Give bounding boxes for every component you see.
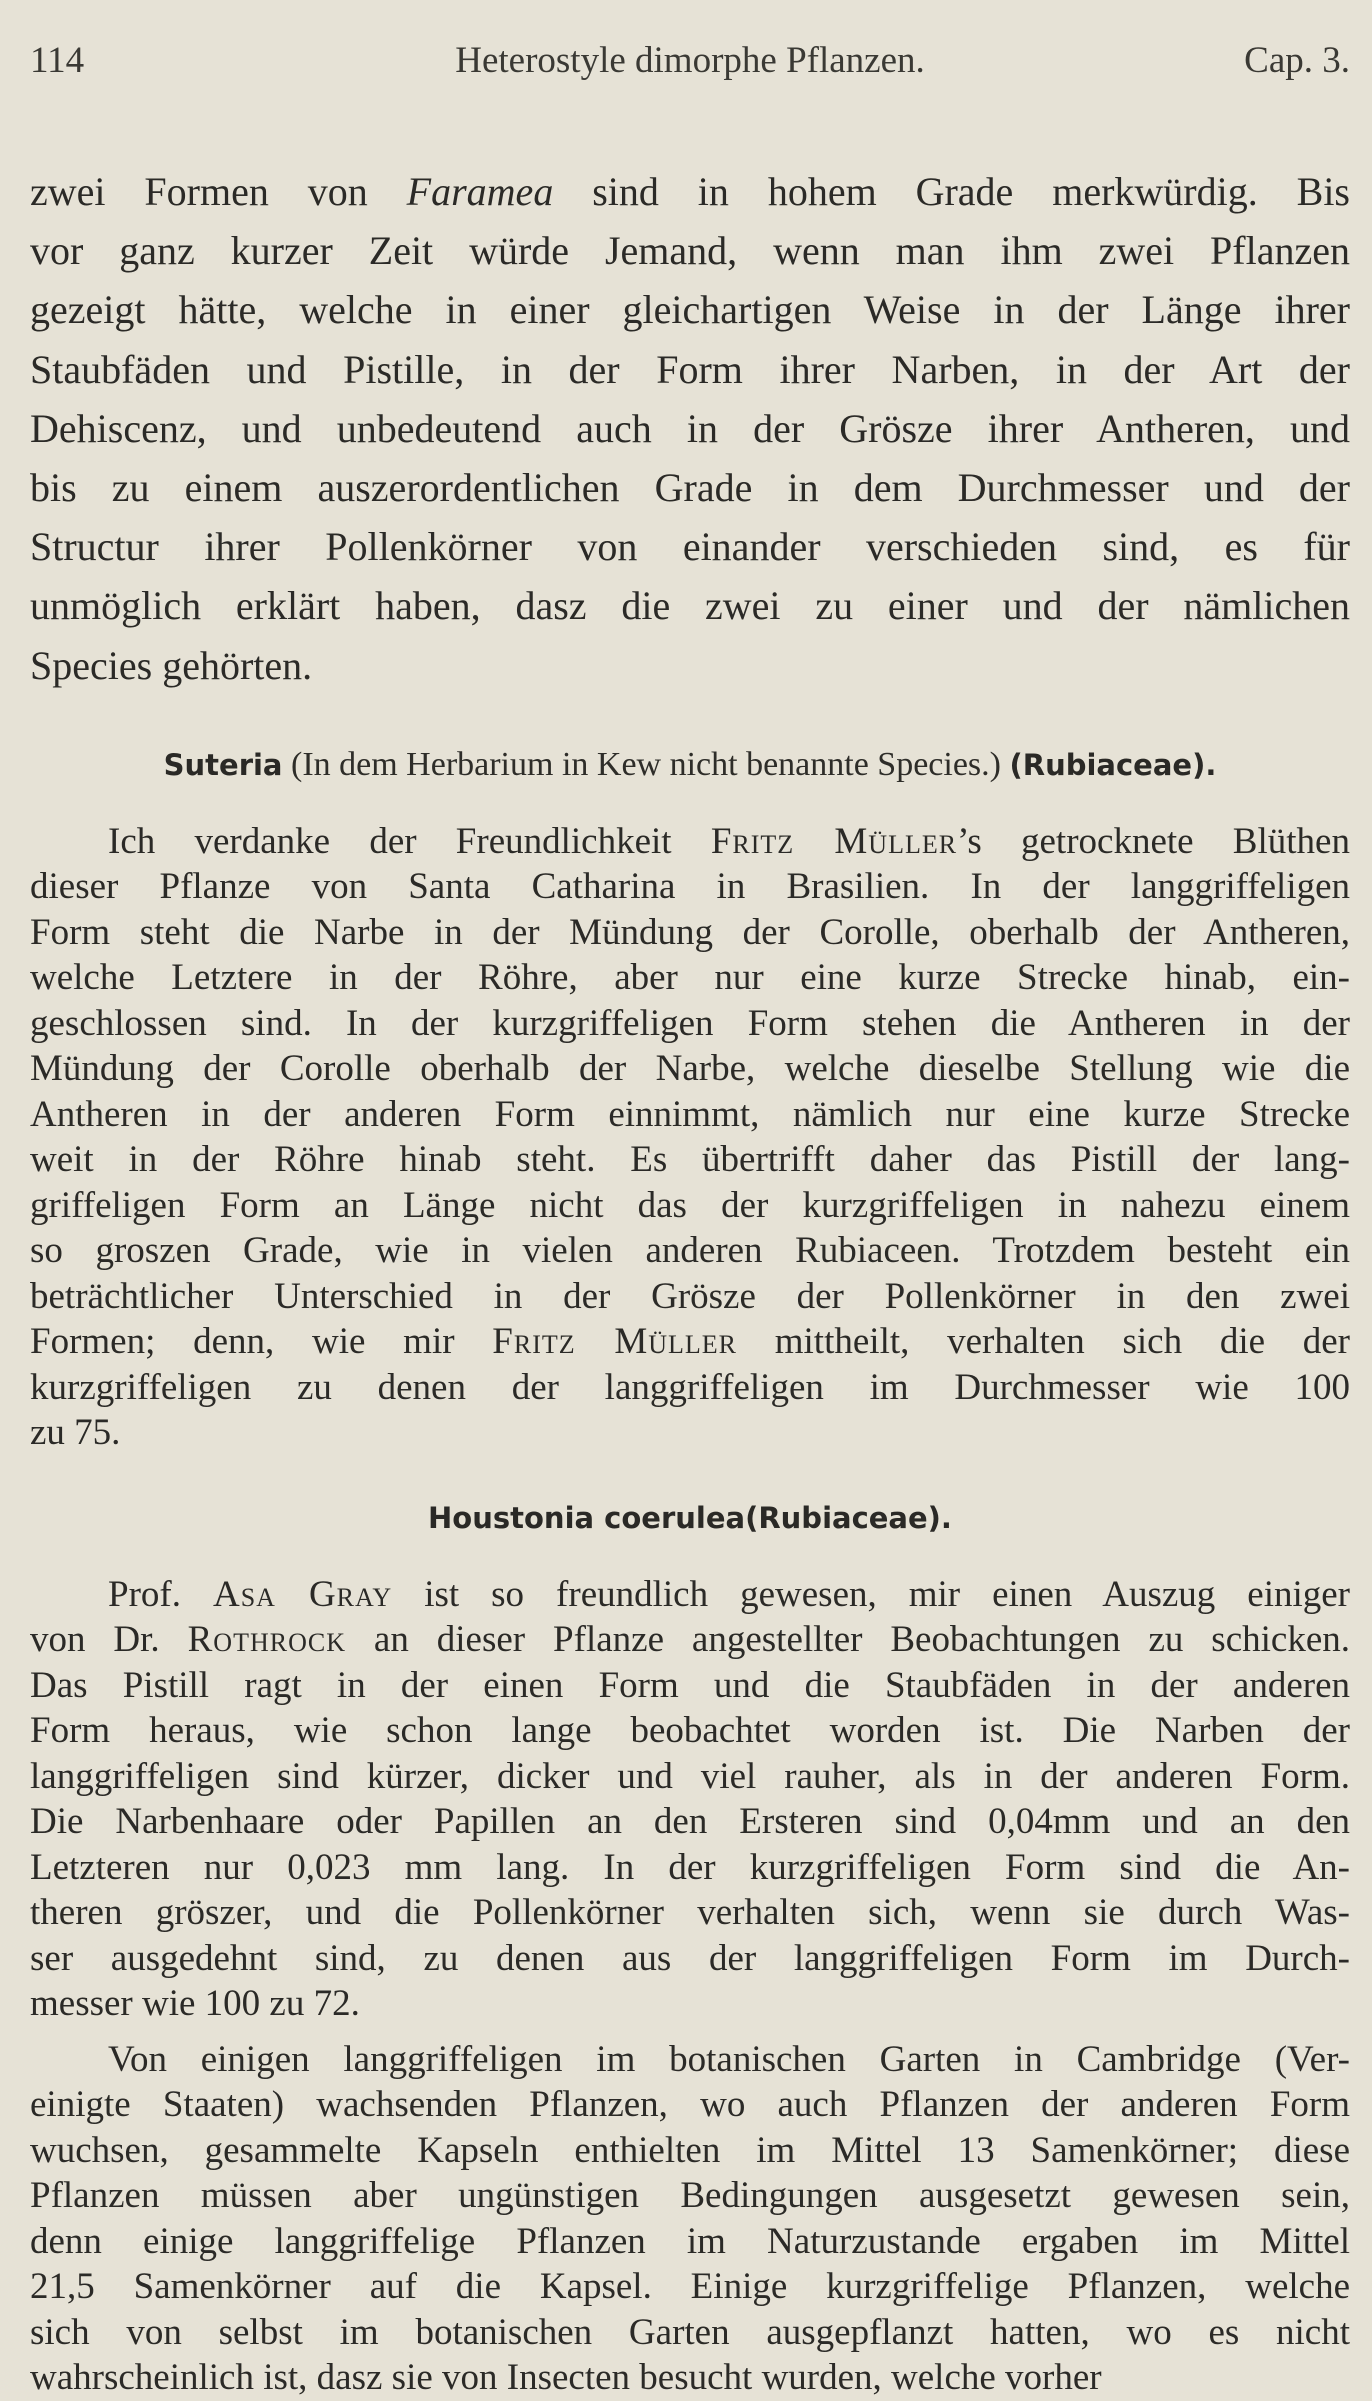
text-line (30, 1228, 1350, 1274)
text-run: weit in der Röhre hinab steht. Es übertrifft daher das Pistill der lang- (30, 1139, 1350, 1181)
text-run: an dieser Pflanze angestellter Beobachtungen zu schicken. (345, 1619, 1351, 1661)
text-run: 21,5 Samenkörner auf die Kapsel. Einige kurzgriffelige Pflanzen, welche (30, 2266, 1350, 2308)
text-run: Dehiscenz, und unbedeutend auch in der Grösze ihrer Antheren, und (30, 405, 1350, 451)
text-line (30, 2128, 1350, 2174)
text-line (30, 576, 1350, 635)
text-line (30, 1410, 1350, 1456)
text-line (30, 221, 1350, 280)
text-run: Pflanzen müssen aber ungünstigen Bedingungen ausgesetzt gewesen sein, (30, 2175, 1350, 2217)
text-run: Structur ihrer Pollenkörner von einander verschieden sind, es für (30, 524, 1350, 570)
text-line (30, 2310, 1350, 2356)
text-line (30, 340, 1350, 399)
text-run: Form heraus, wie schon lange beobachtet worden ist. Die Narben der (30, 1710, 1350, 1752)
text-run: gezeigt hätte, welche in einer gleichartigen Weise in der Länge ihrer (30, 287, 1350, 333)
text-run: Ich verdanke der Freundlichkeit (108, 820, 711, 862)
text-run: wahrscheinlich ist, dasz sie von Insecten besucht wurden, welche vorher (30, 2357, 1102, 2399)
text-run: Prof. (108, 1573, 213, 1615)
text-run: zwei Formen von (30, 169, 407, 214)
text-line (30, 636, 1350, 695)
text-line (30, 2082, 1350, 2128)
text-run: sind in hohem Grade merkwürdig. Bis (553, 169, 1350, 214)
running-title: Heterostyle dimorphe Pflanzen. (455, 40, 925, 81)
text-line (30, 1890, 1350, 1936)
text-run: Form steht die Narbe in der Mündung der Corolle, oberhalb der Antheren, (30, 911, 1350, 953)
heading-genus: Suteria (163, 747, 283, 782)
section-heading-houstonia (30, 1496, 1350, 1540)
text-line (30, 1799, 1350, 1845)
text-run: beträchtlicher Unterschied in der Grösze der Pollenkörner in den zwei (30, 1275, 1350, 1317)
text-line (30, 1981, 1350, 2027)
text-run: langgriffeligen sind kürzer, dicker und viel rauher, als in der anderen Form. (30, 1755, 1350, 1797)
text-run: ’s getrocknete Blüthen (957, 820, 1350, 862)
text-line (30, 2037, 1350, 2083)
text-line (30, 2219, 1350, 2265)
text-line (30, 280, 1350, 339)
text-run: griffeligen Form an Länge nicht das der kurzgriffeligen in nahezu einem (30, 1184, 1350, 1226)
text-line (30, 458, 1350, 517)
text-line (30, 399, 1350, 458)
text-line (30, 1365, 1350, 1411)
text-line (30, 1046, 1350, 1092)
text-line (30, 1708, 1350, 1754)
text-run: mittheilt, verhalten sich die der (737, 1321, 1350, 1363)
text-run: Die Narbenhaare oder Papillen an den Ersteren sind 0,04mm und an den (30, 1801, 1350, 1843)
houstonia-paragraph-2 (30, 2037, 1350, 2401)
text-line (30, 1183, 1350, 1229)
text-line (30, 1001, 1350, 1047)
person-name: Fritz Müller (710, 820, 958, 862)
text-line (30, 1617, 1350, 1663)
person-name: Rothrock (187, 1619, 346, 1661)
text-line (30, 910, 1350, 956)
italic-term: Faramea (406, 169, 554, 214)
text-run: ser ausgedehnt sind, zu denen aus der langgriffeligen Form im Durch- (30, 1937, 1350, 1979)
heading-genus: Houstonia coerulea (428, 1500, 746, 1535)
text-run: einigte Staaten) wachsenden Pflanzen, wo auch Pflanzen der anderen Form (30, 2084, 1350, 2126)
text-line (30, 1754, 1350, 1800)
text-line (30, 517, 1350, 576)
text-run: Formen; denn, wie mir (30, 1321, 493, 1363)
text-run: Antheren in der anderen Form einnimmt, nämlich nur eine kurze Strecke (30, 1093, 1350, 1135)
text-line (30, 2173, 1350, 2219)
text-line (30, 1274, 1350, 1320)
text-line (30, 2355, 1350, 2401)
text-run: Letzteren nur 0,023 mm lang. In der kurzgriffeligen Form sind die An- (30, 1846, 1350, 1888)
text-run: denn einige langgriffelige Pflanzen im Naturzustande ergaben im Mittel (30, 2220, 1350, 2262)
text-run: vor ganz kurzer Zeit würde Jemand, wenn man ihm zwei Pflanzen (30, 228, 1350, 274)
text-run: dieser Pflanze von Santa Catharina in Brasilien. In der langgriffeligen (30, 866, 1350, 908)
text-run: von Dr. (30, 1619, 188, 1661)
houstonia-paragraph-1 (30, 1572, 1350, 2027)
text-line (30, 1319, 1350, 1365)
text-run: so groszen Grade, wie in vielen anderen Rubiaceen. Trotzdem besteht ein (30, 1230, 1350, 1272)
chapter-label: Cap. 3. (1244, 40, 1350, 81)
heading-family: (Rubiaceae). (745, 1500, 952, 1535)
intro-paragraph (30, 162, 1350, 695)
text-run: sich von selbst im botanischen Garten ausgepflanzt hatten, wo es nicht (30, 2311, 1350, 2353)
text-run: wuchsen, gesammelte Kapseln enthielten im Mittel 13 Samenkörner; diese (30, 2129, 1350, 2171)
person-name: Fritz Müller (492, 1321, 738, 1363)
person-name: Asa Gray (212, 1573, 393, 1615)
text-line (30, 955, 1350, 1001)
text-run: Von einigen langgriffeligen im botanischen Garten in Cambridge (Ver- (108, 2038, 1350, 2080)
text-run: geschlossen sind. In der kurzgriffeligen Form stehen die Antheren in der (30, 1002, 1350, 1044)
text-run: kurzgriffeligen zu denen der langgriffeligen im Durchmesser wie 100 (30, 1366, 1350, 1408)
heading-family: (Rubiaceae). (1009, 747, 1217, 782)
text-run: Species gehörten. (30, 642, 313, 688)
text-run: Mündung der Corolle oberhalb der Narbe, welche dieselbe Stellung wie die (30, 1048, 1350, 1090)
text-line (30, 162, 1350, 221)
text-line (30, 1137, 1350, 1183)
text-run: theren gröszer, und die Pollenkörner verhalten sich, wenn sie durch Was- (30, 1892, 1350, 1934)
text-line (30, 1092, 1350, 1138)
suteria-paragraph (30, 819, 1350, 1456)
text-line (30, 1572, 1350, 1618)
text-line (30, 819, 1350, 865)
heading-note: (In dem Herbarium in Kew nicht benannte Species.) (282, 745, 1010, 783)
text-run: welche Letztere in der Röhre, aber nur eine kurze Strecke hinab, ein- (30, 957, 1350, 999)
page-number: 114 (30, 40, 85, 81)
text-line (30, 2264, 1350, 2310)
text-run: bis zu einem auszerordentlichen Grade in dem Durchmesser und der (30, 465, 1350, 511)
text-line (30, 1663, 1350, 1709)
text-line (30, 864, 1350, 910)
text-run: zu 75. (30, 1412, 121, 1454)
text-run: ist so freundlich gewesen, mir einen Auszug einiger (392, 1573, 1350, 1615)
running-header (30, 38, 1350, 84)
text-run: Staubfäden und Pistille, in der Form ihrer Narben, in der Art der (30, 346, 1350, 392)
text-line (30, 1845, 1350, 1891)
text-line (30, 1936, 1350, 1982)
section-heading-suteria (30, 743, 1350, 787)
text-run: messer wie 100 zu 72. (30, 1983, 360, 2025)
text-run: Das Pistill ragt in der einen Form und die Staubfäden in der anderen (30, 1664, 1350, 1706)
text-run: unmöglich erklärt haben, dasz die zwei zu einer und der nämlichen (30, 583, 1350, 629)
